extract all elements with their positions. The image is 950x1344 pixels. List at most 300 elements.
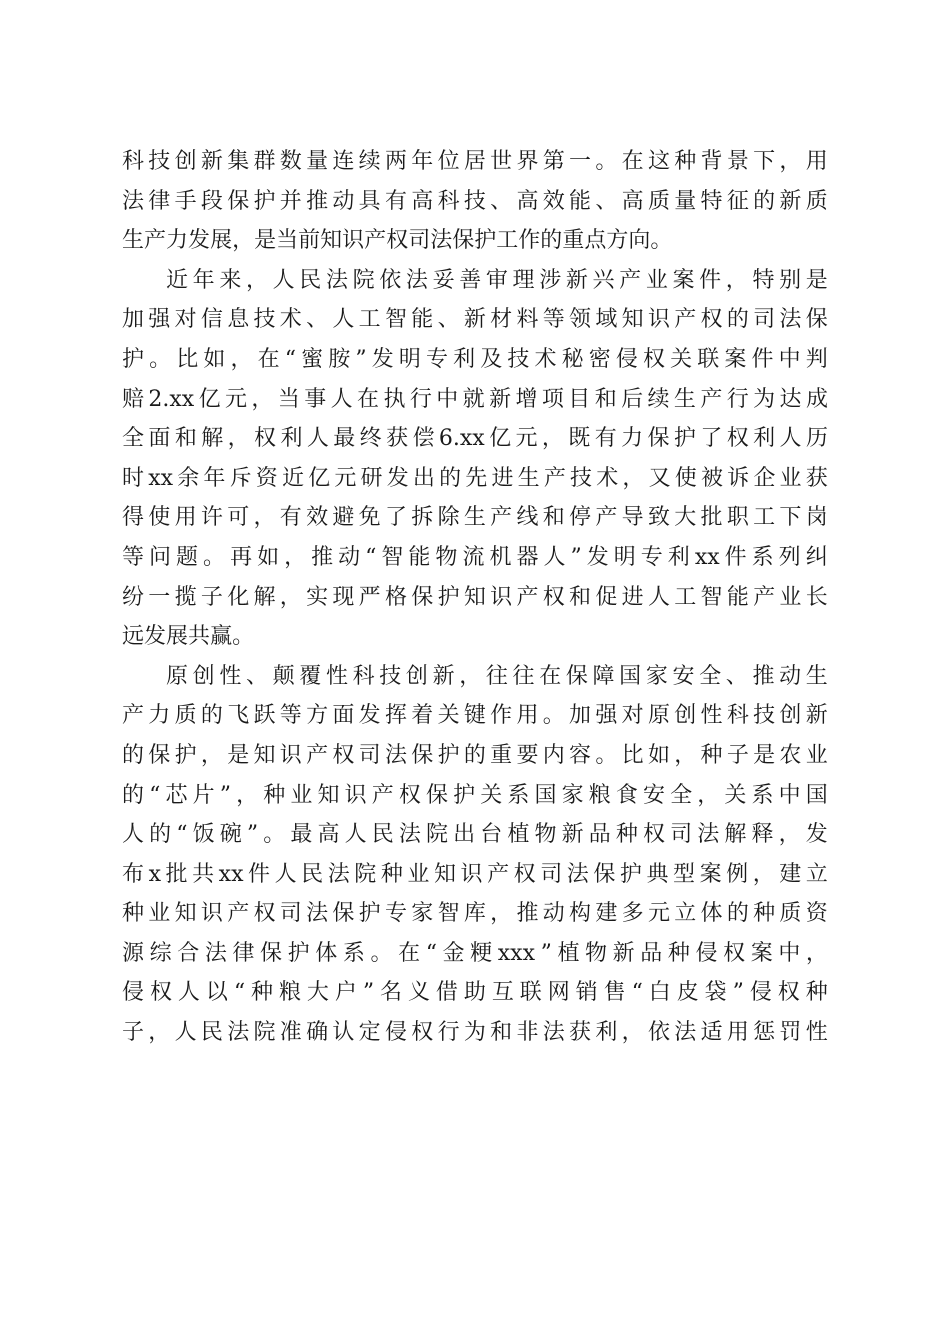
text-glyph: 颠 <box>272 663 295 689</box>
text-glyph: 在 <box>357 386 380 412</box>
text-glyph: 产 <box>543 465 566 491</box>
text-glyph: 发 <box>371 346 394 372</box>
text-glyph: 业 <box>645 267 668 293</box>
text-glyph: 共 <box>192 861 215 887</box>
text-glyph: 比 <box>176 346 199 372</box>
text-glyph: 面 <box>332 703 355 729</box>
text-glyph: 被 <box>700 465 723 491</box>
text-glyph: “ <box>149 782 161 808</box>
text-glyph: 子 <box>200 584 223 610</box>
text-glyph: 亿 <box>308 465 331 491</box>
text-glyph: 人 <box>272 267 295 293</box>
text-glyph: 识 <box>344 782 367 808</box>
text-glyph: 2.xx <box>148 386 195 412</box>
text-glyph: 片 <box>192 782 215 808</box>
text-line <box>122 1013 828 1053</box>
text-glyph: 材 <box>490 307 513 333</box>
text-glyph: 出 <box>453 822 476 848</box>
text-line <box>122 934 828 974</box>
text-glyph: 法 <box>204 940 227 966</box>
text-glyph: 是 <box>805 267 828 293</box>
text-glyph: 产 <box>487 861 510 887</box>
text-glyph: 的 <box>122 742 145 768</box>
text-glyph: 有 <box>279 505 302 531</box>
text-glyph: 工 <box>753 505 776 531</box>
text-glyph: ， <box>459 663 482 689</box>
text-glyph: x <box>148 861 161 887</box>
text-glyph: 、 <box>725 663 748 689</box>
text-glyph: 等 <box>279 703 302 729</box>
text-glyph: 种 <box>122 901 145 927</box>
text-glyph: 民 <box>371 822 394 848</box>
text-glyph: 这 <box>647 149 670 174</box>
text-glyph: 性 <box>700 703 723 729</box>
text-glyph: 项 <box>541 386 564 412</box>
text-glyph: ” <box>355 346 367 372</box>
text-glyph: ， <box>779 149 802 174</box>
text-line <box>122 182 828 222</box>
text-glyph: 系 <box>751 782 774 808</box>
text-glyph: 。 <box>263 822 286 848</box>
text-glyph: 植 <box>507 822 530 848</box>
text-glyph: 最 <box>290 822 313 848</box>
text-glyph: 利 <box>595 1020 618 1046</box>
text-glyph: 法 <box>697 822 720 848</box>
text-glyph: 护 <box>122 346 145 372</box>
text-glyph: 的 <box>200 703 223 729</box>
text-line <box>122 380 828 420</box>
text-glyph: 推 <box>306 188 329 214</box>
text-glyph: 关 <box>724 782 747 808</box>
text-glyph: 往 <box>485 663 508 689</box>
text-glyph: 护 <box>453 782 476 808</box>
text-glyph: 保 <box>260 940 283 966</box>
text-glyph: 护 <box>437 742 460 768</box>
text-glyph: 。 <box>370 940 393 966</box>
text-glyph: 权 <box>700 307 723 333</box>
text-glyph: 适 <box>700 1020 723 1046</box>
text-glyph: ， <box>752 861 775 887</box>
text-glyph: ， <box>148 1020 171 1046</box>
text-glyph: 司 <box>408 228 431 254</box>
text-glyph: 件 <box>699 267 722 293</box>
text-glyph: 障 <box>592 663 615 689</box>
text-glyph: 生 <box>463 505 486 531</box>
text-glyph: 职 <box>726 505 749 531</box>
text-glyph: 产 <box>516 584 539 610</box>
text-glyph: 先 <box>465 465 488 491</box>
text-glyph: 性 <box>219 663 242 689</box>
text-glyph: 岗 <box>805 505 828 531</box>
text-glyph: ， <box>279 584 302 610</box>
text-glyph: 法 <box>398 822 421 848</box>
text-glyph: 中 <box>436 386 459 412</box>
text-glyph: 子 <box>122 1020 145 1046</box>
text-glyph: 在 <box>257 346 280 372</box>
text-glyph: 往 <box>512 663 535 689</box>
text-glyph: 人 <box>274 861 297 887</box>
text-glyph: 动 <box>779 663 802 689</box>
text-glyph: 典 <box>646 861 669 887</box>
text-glyph: 及 <box>480 346 503 372</box>
text-glyph: 质 <box>779 901 802 927</box>
text-glyph: 密 <box>588 346 611 372</box>
text-glyph: 余 <box>177 465 200 491</box>
text-glyph: 业 <box>779 465 802 491</box>
text-glyph: 量 <box>674 188 697 214</box>
text-glyph: 发 <box>188 228 211 254</box>
text-glyph: 护 <box>673 426 696 452</box>
text-glyph: 善 <box>459 267 482 293</box>
text-glyph: 家 <box>645 663 668 689</box>
text-glyph: 远 <box>122 624 145 650</box>
text-glyph: 种 <box>667 940 690 966</box>
text-glyph: 生 <box>673 386 696 412</box>
text-line <box>122 300 828 340</box>
text-glyph: ， <box>200 742 223 768</box>
text-glyph: 效 <box>306 505 329 531</box>
text-glyph: 院 <box>352 267 375 293</box>
text-glyph: 加 <box>122 307 145 333</box>
text-glyph: 利 <box>753 426 776 452</box>
text-glyph: 行 <box>726 386 749 412</box>
text-glyph: xx <box>148 465 174 491</box>
text-glyph: 人 <box>306 426 329 452</box>
text-glyph: 系 <box>342 940 365 966</box>
text-glyph: xx <box>694 544 720 570</box>
text-glyph: 领 <box>569 307 592 333</box>
text-glyph: 斥 <box>229 465 252 491</box>
text-glyph: 题 <box>176 544 199 570</box>
text-glyph: 元 <box>647 901 670 927</box>
text-glyph: 用 <box>516 703 539 729</box>
text-glyph: 推 <box>752 663 775 689</box>
text-glyph: 动 <box>542 901 565 927</box>
text-glyph: 方 <box>606 228 629 254</box>
text-glyph: 产 <box>490 505 513 531</box>
text-glyph: 获 <box>569 1020 592 1046</box>
text-glyph: 识 <box>490 584 513 610</box>
text-glyph: 创 <box>174 149 197 174</box>
text-glyph: 技 <box>379 663 402 689</box>
text-glyph: 人 <box>122 822 145 848</box>
text-glyph: 行 <box>437 1020 460 1046</box>
text-glyph: 科 <box>726 703 749 729</box>
text-glyph: 获 <box>386 426 409 452</box>
text-glyph: 等 <box>122 544 145 570</box>
text-glyph: 明 <box>398 346 421 372</box>
text-glyph: ， <box>253 505 276 531</box>
text-glyph: 护 <box>474 228 497 254</box>
text-glyph: ” <box>732 980 744 1006</box>
text-glyph: 强 <box>148 307 171 333</box>
text-glyph: 权 <box>723 940 746 966</box>
text-glyph: 严 <box>358 584 381 610</box>
text-glyph: 名 <box>380 980 403 1006</box>
text-glyph: 创 <box>192 663 215 689</box>
text-glyph: 依 <box>647 1020 670 1046</box>
text-glyph: 新 <box>432 663 455 689</box>
text-glyph: 新 <box>463 307 486 333</box>
text-line <box>122 894 828 934</box>
text-glyph: 权 <box>726 426 749 452</box>
text-glyph: 资 <box>805 901 828 927</box>
text-glyph: 种 <box>251 980 274 1006</box>
text-glyph: 的 <box>149 822 172 848</box>
text-glyph: 保 <box>565 663 588 689</box>
text-glyph: 6.xx <box>438 426 485 452</box>
text-glyph: 非 <box>516 1020 539 1046</box>
text-glyph: 新 <box>489 386 512 412</box>
text-glyph: 构 <box>569 901 592 927</box>
text-glyph: 着 <box>411 703 434 729</box>
text-glyph: ， <box>622 465 645 491</box>
text-glyph: 台 <box>480 822 503 848</box>
text-glyph: 当 <box>276 228 299 254</box>
text-glyph: 特 <box>700 188 723 214</box>
text-glyph: 高 <box>516 188 539 214</box>
text-glyph: 如 <box>203 346 226 372</box>
text-glyph: 是 <box>254 228 277 254</box>
text-glyph: 安 <box>642 782 665 808</box>
text-glyph: 权 <box>253 901 276 927</box>
text-glyph: 发 <box>144 624 167 650</box>
text-glyph: 有 <box>594 426 617 452</box>
text-glyph: 。 <box>595 742 618 768</box>
text-glyph: 纷 <box>122 584 145 610</box>
text-glyph: 人 <box>332 307 355 333</box>
text-glyph: 智 <box>384 307 407 333</box>
text-glyph: 和 <box>569 584 592 610</box>
text-glyph: 院 <box>354 861 377 887</box>
text-glyph: 秘 <box>561 346 584 372</box>
text-glyph: 化 <box>227 584 250 610</box>
text-glyph: 权 <box>386 228 409 254</box>
text-glyph: 网 <box>547 980 570 1006</box>
text-glyph: 达 <box>779 386 802 412</box>
text-glyph: 、 <box>595 188 618 214</box>
text-line <box>122 340 828 380</box>
text-glyph: 来 <box>219 267 242 293</box>
text-glyph: 确 <box>306 1020 329 1046</box>
text-glyph: 为 <box>753 386 776 412</box>
text-glyph: ， <box>232 228 255 254</box>
text-glyph: 生 <box>122 228 145 254</box>
text-glyph: 法 <box>122 188 145 214</box>
text-glyph: 院 <box>253 1020 276 1046</box>
text-glyph: 生 <box>517 465 540 491</box>
text-glyph: 专 <box>384 901 407 927</box>
text-glyph: 识 <box>460 861 483 887</box>
text-glyph: 权 <box>513 861 536 887</box>
text-glyph: 拆 <box>411 505 434 531</box>
text-glyph: 下 <box>753 149 776 174</box>
text-glyph: 种 <box>263 782 286 808</box>
text-glyph: 安 <box>672 663 695 689</box>
text-glyph: 护 <box>619 861 642 887</box>
text-glyph: 术 <box>596 465 619 491</box>
text-glyph: 使 <box>148 505 171 531</box>
text-glyph: ， <box>778 822 801 848</box>
text-glyph: 、 <box>490 188 513 214</box>
text-glyph: 种 <box>700 742 723 768</box>
text-glyph: 如 <box>647 742 670 768</box>
text-glyph: 关 <box>480 782 503 808</box>
text-glyph: 量 <box>306 149 329 174</box>
text-line <box>122 459 828 499</box>
text-glyph: 人 <box>779 426 802 452</box>
text-glyph: 向 <box>628 228 651 254</box>
text-glyph: 芯 <box>165 782 188 808</box>
text-glyph: 权 <box>254 426 277 452</box>
text-glyph: 知 <box>174 901 197 927</box>
text-glyph: 法 <box>430 228 453 254</box>
text-glyph: 蜜 <box>301 346 324 372</box>
text-line <box>122 142 828 182</box>
text-line <box>122 736 828 776</box>
text-glyph: 科 <box>352 663 375 689</box>
text-glyph: 兴 <box>592 267 615 293</box>
text-glyph: 企 <box>753 465 776 491</box>
text-glyph: 司 <box>753 307 776 333</box>
text-glyph: 权 <box>332 742 355 768</box>
text-glyph: 种 <box>380 861 403 887</box>
text-glyph: 和 <box>594 386 617 412</box>
text-glyph: 批 <box>165 861 188 887</box>
text-glyph: 子 <box>726 742 749 768</box>
text-glyph: 院 <box>425 822 448 848</box>
text-glyph: 家 <box>561 782 584 808</box>
text-glyph: 白 <box>648 980 671 1006</box>
text-glyph: 的 <box>753 188 776 214</box>
text-glyph: 格 <box>384 584 407 610</box>
text-glyph: 年 <box>203 465 226 491</box>
text-line <box>122 657 828 697</box>
text-glyph: 型 <box>673 861 696 887</box>
text-glyph: 知 <box>621 307 644 333</box>
text-glyph: 产 <box>122 703 145 729</box>
text-glyph: 借 <box>435 980 458 1006</box>
text-glyph: 数 <box>279 149 302 174</box>
text-glyph: 。 <box>595 149 618 174</box>
text-glyph: 能 <box>408 544 431 570</box>
text-glyph: 件 <box>724 544 747 570</box>
text-glyph: 多 <box>621 901 644 927</box>
text-glyph: 能 <box>726 584 749 610</box>
text-glyph: 保 <box>647 426 670 452</box>
text-glyph: 权 <box>642 346 665 372</box>
text-glyph: 农 <box>779 742 802 768</box>
text-glyph: 律 <box>148 188 171 214</box>
text-line <box>122 261 828 301</box>
text-glyph: 产 <box>700 386 723 412</box>
text-glyph: 释 <box>751 822 774 848</box>
text-line <box>122 617 828 657</box>
text-glyph: 发 <box>386 465 409 491</box>
text-glyph: 业 <box>290 782 313 808</box>
text-glyph: 解 <box>253 584 276 610</box>
text-glyph: 内 <box>542 742 565 768</box>
text-glyph: “ <box>284 346 296 372</box>
text-glyph: 展 <box>166 624 189 650</box>
text-glyph: 展 <box>210 228 233 254</box>
text-glyph: 、 <box>306 307 329 333</box>
text-glyph: 产 <box>595 505 618 531</box>
text-glyph: 年 <box>192 267 215 293</box>
text-glyph: 法 <box>325 267 348 293</box>
text-glyph: “ <box>631 980 643 1006</box>
text-glyph: 的 <box>726 307 749 333</box>
text-glyph: 。 <box>232 624 255 650</box>
text-glyph: 执 <box>383 386 406 412</box>
text-glyph: 获 <box>805 465 828 491</box>
text-glyph: 知 <box>253 742 276 768</box>
text-glyph: ， <box>236 782 259 808</box>
text-glyph: 人 <box>647 584 670 610</box>
text-glyph: 世 <box>490 149 513 174</box>
text-glyph: 力 <box>148 703 171 729</box>
text-glyph: 生 <box>805 663 828 689</box>
text-glyph: 中 <box>778 940 801 966</box>
text-glyph: 案 <box>699 861 722 887</box>
text-glyph: 再 <box>230 544 253 570</box>
text-glyph: 使 <box>674 465 697 491</box>
text-glyph: 景 <box>726 149 749 174</box>
text-glyph: 用 <box>726 1020 749 1046</box>
text-glyph: 增 <box>515 386 538 412</box>
text-glyph: 碗 <box>219 822 242 848</box>
text-glyph: 案 <box>672 267 695 293</box>
text-glyph: 法 <box>542 1020 565 1046</box>
text-glyph: 推 <box>516 901 539 927</box>
text-glyph: 权 <box>542 584 565 610</box>
text-glyph: 罚 <box>779 1020 802 1046</box>
text-glyph: 、 <box>437 307 460 333</box>
text-glyph: 产 <box>619 267 642 293</box>
text-glyph: 国 <box>805 782 828 808</box>
text-glyph: ， <box>805 940 828 966</box>
text-glyph: 用 <box>174 505 197 531</box>
text-glyph: 新 <box>561 822 584 848</box>
text-glyph: 的 <box>463 742 486 768</box>
text-glyph: 域 <box>595 307 618 333</box>
text-glyph: 位 <box>437 149 460 174</box>
text-glyph: 息 <box>227 307 250 333</box>
text-glyph: 性 <box>805 1020 828 1046</box>
text-glyph: 知 <box>320 228 343 254</box>
text-glyph: 中 <box>778 346 801 372</box>
text-glyph: 下 <box>779 505 802 531</box>
text-glyph: xx <box>218 861 244 887</box>
text-glyph: 法 <box>384 742 407 768</box>
text-glyph: 既 <box>568 426 591 452</box>
text-glyph: 知 <box>433 861 456 887</box>
text-glyph: 产 <box>144 228 167 254</box>
text-glyph: 两 <box>384 149 407 174</box>
text-glyph: 系 <box>751 544 774 570</box>
text-glyph: 护 <box>253 188 276 214</box>
text-glyph: 和 <box>542 505 565 531</box>
text-glyph: 群 <box>253 149 276 174</box>
text-glyph: 金 <box>442 940 465 966</box>
text-line <box>122 855 828 895</box>
text-glyph: 业 <box>805 742 828 768</box>
text-glyph: 律 <box>232 940 255 966</box>
text-glyph: 在 <box>621 149 644 174</box>
text-glyph: 机 <box>489 544 512 570</box>
text-glyph: 挥 <box>384 703 407 729</box>
text-glyph: 有 <box>384 188 407 214</box>
